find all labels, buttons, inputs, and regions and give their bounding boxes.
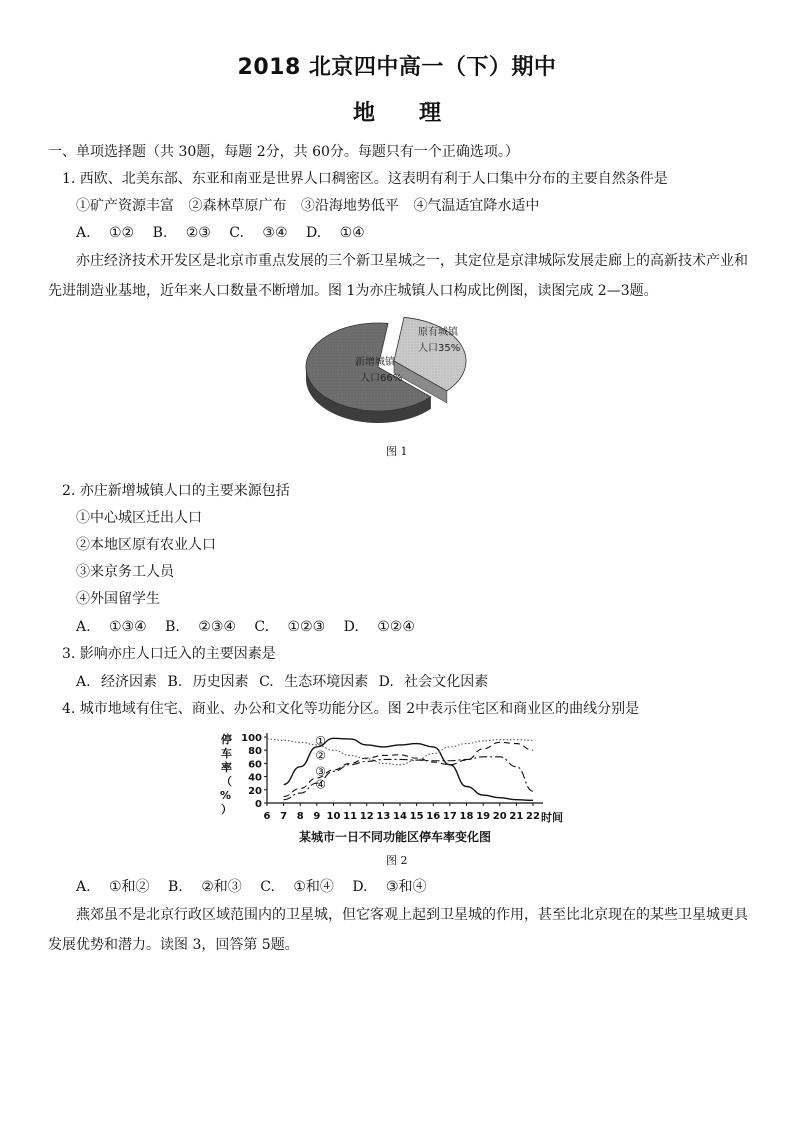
- x-tick-label: 19: [476, 811, 491, 822]
- y-label-char-2: 车: [221, 747, 232, 760]
- q2-item-2: ②本地区原有农业人口: [76, 537, 216, 553]
- y-tick-label: 100: [241, 733, 262, 744]
- x-tick-label: 15: [409, 811, 424, 822]
- q1-stem: 1. 西欧、北美东部、东亚和南亚是世界人口稠密区。这表明有利于人口集中分布的主要自然条件是: [62, 171, 668, 187]
- series-label-3: ③: [315, 764, 326, 779]
- y-label-char-6: ）: [221, 803, 232, 816]
- x-tick-label: 20: [492, 811, 507, 822]
- fig1-caption: 图 1: [386, 445, 408, 458]
- series-label-2: ②: [315, 748, 326, 763]
- x-tick-label: 22: [526, 811, 540, 822]
- x-tick-label: 14: [393, 811, 407, 822]
- series-label-4: ④: [315, 777, 326, 792]
- x-tick-label: 16: [426, 811, 441, 822]
- pie-label-orig-2: 人口35%: [418, 343, 461, 354]
- q2-options: A. ①③④ B. ②③④ C. ①②③ D. ①②④: [76, 619, 415, 635]
- y-label-char-4: （: [221, 775, 232, 788]
- series-label-1: ①: [315, 733, 326, 748]
- q3-options: A. 经济因素 B. 历史因素 C. 生态环境因素 D. 社会文化因素: [76, 674, 489, 690]
- q2-item-1: ①中心城区迁出人口: [76, 510, 202, 526]
- x-tick-label: 10: [326, 811, 341, 822]
- x-tick-label: 7: [280, 811, 288, 822]
- passage-yanjiao: 燕郊虽不是北京行政区域范围内的卫星城，但它客观上起到卫星城的作用，甚至比北京现在的某些卫星城更具发展优势和潜力。读图 3，回答第 5题。: [48, 907, 748, 953]
- x-tick-label: 21: [509, 811, 524, 822]
- y-label-char-5: %: [220, 789, 232, 802]
- passage-yizhuang: 亦庄经济技术开发区是北京市重点发展的三个新卫星城之一，其定位是京津城际发展走廊上的高新技术产业和先进制造业基地，近年来人口数量不断增加。图 1为亦庄城镇人口构成比例图，读图完成 2—3题。: [48, 253, 748, 299]
- pie-label-new-1: 新增城镇: [355, 357, 395, 368]
- x-axis-unit: 时间: [541, 811, 563, 824]
- fig2-line-chart: [215, 725, 575, 847]
- q4-stem: 4. 城市地域有住宅、商业、办公和文化等功能分区。图 2中表示住宅区和商业区的曲线分别是: [62, 701, 640, 717]
- x-tick-label: 11: [343, 811, 358, 822]
- y-label-char-3: 率: [221, 761, 232, 774]
- q4-options: A. ①和② B. ②和③ C. ①和④ D. ③和④: [76, 879, 427, 895]
- exam-title: 2018 北京四中高一（下）期中: [237, 55, 557, 80]
- x-tick-label: 13: [376, 811, 391, 822]
- pie-label-new-2: 人口66%: [360, 373, 403, 384]
- fig2-caption: 图 2: [386, 854, 408, 867]
- x-tick-label: 18: [459, 811, 474, 822]
- y-tick-label: 0: [255, 799, 262, 810]
- q2-item-4: ④外国留学生: [76, 591, 160, 607]
- fig1-pie-chart: [300, 305, 480, 435]
- q2-stem: 2. 亦庄新增城镇人口的主要来源包括: [62, 483, 290, 499]
- subject-heading: 地 理: [352, 101, 441, 126]
- y-tick-label: 20: [248, 785, 262, 797]
- q2-item-3: ③来京务工人员: [76, 564, 174, 580]
- y-label-char-1: 停: [221, 733, 232, 746]
- q1-options: A. ①② B. ②③ C. ③④ D. ①④: [76, 225, 365, 241]
- section-heading: 一、单项选择题（共 30题，每题 2分，共 60分。每题只有一个正确选项。）: [48, 144, 519, 160]
- x-tick-label: 6: [263, 811, 271, 822]
- x-tick-label: 8: [296, 811, 304, 822]
- y-tick-label: 40: [248, 772, 262, 784]
- q1-items: ①矿产资源丰富 ②森林草原广布 ③沿海地势低平 ④气温适宜降水适中: [76, 198, 540, 214]
- fig2-chart-title: 某城市一日不同功能区停车率变化图: [298, 830, 492, 844]
- x-tick-label: 12: [359, 811, 374, 822]
- x-tick-label: 17: [442, 811, 457, 822]
- x-tick-label: 9: [313, 811, 321, 822]
- y-tick-label: 80: [248, 746, 262, 758]
- y-tick-label: 60: [248, 759, 262, 771]
- pie-label-orig-1: 原有城镇: [418, 327, 458, 338]
- q3-stem: 3. 影响亦庄人口迁入的主要因素是: [62, 646, 276, 662]
